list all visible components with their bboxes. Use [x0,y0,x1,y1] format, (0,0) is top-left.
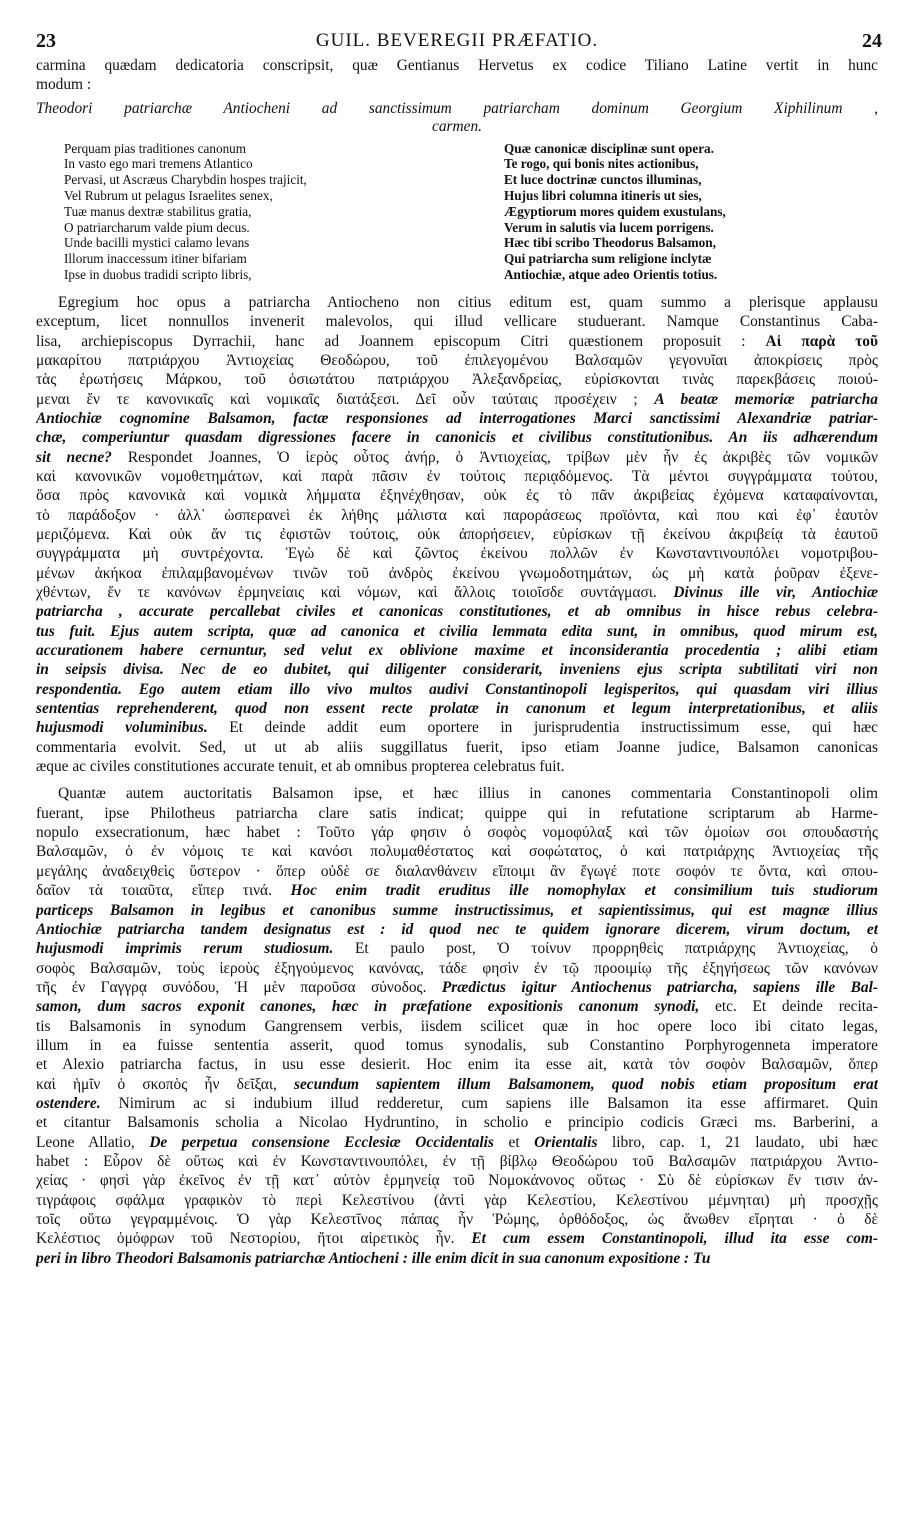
text-segment: sententias reprehenderent, quod non essent recte prolatæ in canonum et legum interpretationibus, et aliis [36,700,878,718]
text-segment: et [493,1133,535,1151]
text-line [36,757,878,776]
text-segment: χείας · φησὶ γὰρ ἐκεῖνος ἐν τῇ κατ᾽ αὐτὸν ἑρμηνείᾳ τοῦ Νομοκάνονος οὕτως · Σὺ δὲ εὑρίσκων ἔν τισιν ἀν- [36,1172,878,1190]
text-segment: libro, cap. 1, 21 laudato, ubi hæc [597,1133,878,1151]
text-line [36,997,878,1016]
text-segment: ὅσα πρὸς κανονικὰ καὶ νομικὰ λήμματα ἐξηνέχθησαν, οὐκ ἐς τὸ πᾶν ἀκριβείας ἐχόμενα καταφαίνονται, [36,487,878,505]
text-segment: in seipsis divisa. Nec de eo dubitet, qui diligenter considerarit, inveniens ejus scripta subtilitati viri non [36,661,878,679]
poem-title-line: carmen. [431,117,482,135]
text-line [36,804,878,823]
poem-right-column [476,141,878,283]
text-segment: Βαλσαμῶν, ὁ ἐν νόμοις τε καὶ κανόσι πολυμαθέστατος καὶ σοφώτατος, ὁ καὶ πατριάρχης Ἀντιοχείας τῆς [36,843,878,861]
text-segment: τὰς ἐρωτήσεις Μάρκου, τοῦ ὁσιωτάτου πατριάρχου Ἀλεξανδρείας, εὑρίσκονται τινὰς παρεκβάσεις ποιού- [36,371,878,389]
text-segment: τὸ παράδοξον · ἀλλ᾽ ὡσπερανεὶ ἐκ λήθης μάλιστα καὶ παροράσεως προϊόντα, καὶ που καὶ ἐφ᾽ ἑαυτὸν [36,506,878,524]
text-line [36,1036,878,1055]
text-line [36,486,878,505]
text-segment: etc. Et deinde recita- [699,998,878,1016]
text-segment: et Alexio patriarcha factus, in usu esse desierit. Hoc enim ita esse ait, κατὰ τὸν σοφὸν Βαλσαμῶν, ὅπερ [36,1056,878,1074]
text-line [36,978,878,997]
text-line [36,332,878,351]
text-segment: δαῖον τὰ τοιαῦτα, εἴπερ τινά. [36,882,291,900]
paragraph-1 [36,293,878,777]
text-segment: συγγράμματα μὴ συντρέχοντα. Ἐγὼ δὲ καὶ ζῶντος ἐκείνου πολλῶν ἐν Κωνσταντινουπόλει νομοτριβου- [36,545,878,563]
text-line [36,939,878,958]
text-line [36,448,878,467]
text-line [36,959,878,978]
text-line [36,1249,878,1268]
text-segment: τῆς ἐν Γαγγρᾳ συνόδου, Ἡ μὲν παροῦσα σύνοδος. [36,978,442,996]
text-segment: καὶ ἡμῖν ὁ σκοπὸς ἦν δεῖξαι, [36,1075,294,1093]
text-segment: hujusmodi voluminibus. [36,719,208,737]
poem-title [36,99,878,135]
text-segment: μένων ἀκήκοα ἐπιλαμβανομένων τινῶν τοῦ ἀνδρὸς ἐκείνου γνωμοδοτημάτων, ὡς μὴ κατὰ ῥοῦραν ἐξενε- [36,564,878,582]
text-segment: chæ, comperiuntur quasdam digressiones facere in canonicis et civilibus constitutionibus. An iis adhærendum [36,429,878,447]
text-segment: secundum sapientem illum Balsamonem, quod nobis etiam propositum erat [293,1075,878,1093]
text-segment: Nimirum ac si indubium illud redderetur, cum sapiens ille Balsamon ita esse affirmaret. Quin [100,1094,878,1112]
book-page [36,30,882,1268]
poem-line: Verum in salutis via lucem porrigens. [504,219,714,235]
text-line [36,862,878,881]
text-segment: fuerant, ipse Philotheus patriarcha clare satis indicat; quippe qui in refutatione scriptarum ab Harme- [36,804,878,822]
running-title: GUIL. BEVEREGII PRÆFATIO. [315,30,599,51]
text-segment: De perpetua consensione Ecclesiæ Occidentalis [149,1133,494,1151]
text-segment: particeps Balsamon in legibus et canonibus summe instructissimus, et sapientissimus, qui est magnæ illius [36,901,878,919]
text-line [36,660,878,679]
text-segment: μεναι ἔν τε κανονικαῖς καὶ νομικαῖς διατάξεσι. Δεῖ οὖν ταύταις προσέχειν ; [36,390,655,408]
text-segment: Hoc enim tradit eruditus ille nomophylax et consimilium tuis studiorum [290,882,878,900]
text-segment: respondentia. Ego autem etiam illo vivo multos audivi Constantinopoli legisperitos, qui quasdam viri illius [36,680,878,698]
text-line [36,1133,878,1152]
text-segment: Egregium hoc opus a patriarcha Antiocheno non citius editum est, quam summo a plerisque applausu [58,293,878,311]
text-line [36,293,878,312]
text-line [36,920,878,939]
text-line [36,390,878,409]
poem-line: Et luce doctrinæ cunctos illuminas, [504,172,702,188]
poem-line: Antiochiæ, atque adeo Orientis totius. [504,267,718,283]
text-line [36,1191,878,1210]
text-line [36,1152,878,1171]
text-line [36,409,878,428]
poem-title-line: Theodori patriarchæ Antiocheni ad sanctissimum patriarcham dominum Georgium Xiphilinum , [36,99,878,117]
text-segment: Κελέστιος ὁμόφρων τοῦ Νεστορίου, ἤτοι αἱρετικὸς ἦν. [36,1230,472,1248]
text-segment: τιγράφοις σφάλμα γραφικὸν τὸ περὶ Κελεστίνου (ἀντὶ γὰρ Κελεστίου, Κελεστίνου μέμνηται) μὴ προσχῇς [36,1191,878,1209]
text-line [36,467,878,486]
text-segment: A beatæ memoriæ patriarcha [654,390,878,408]
text-segment: ostendere. [36,1094,101,1112]
running-header [36,30,882,56]
text-line [36,583,878,602]
text-segment: illum in ea fuisse sententia asserit, quod tomus synodalis, sub Constantino Porphyrogenneta imperatore [36,1036,878,1054]
poem-line: Te rogo, qui bonis nites actionibus, [504,156,699,172]
poem [36,141,878,283]
text-segment: Divinus ille vir, Antiochiæ [673,584,878,602]
text-segment: μακαρίτου πατριάρχου Ἀντιοχείας Θεοδώρου, τοῦ ἐπιλεγομένου Βαλσαμῶν γεγονυῖαι ἀποκρίσεις πρὸς [36,351,878,369]
poem-line: Vel Rubrum ut pelagus Israelites senex, [64,188,273,204]
text-line [36,641,878,660]
page-number-right: 24 [862,30,882,52]
text-segment: Antiochiæ patriarcha tandem designatus est : id quod nec te quidem ignorare dicerem, virum doctum, et [36,920,878,938]
poem-line: Quæ canonicæ disciplinæ sunt opera. [504,140,714,156]
text-line [36,1113,878,1132]
poem-line: Ægyptiorum mores quidem exustulans, [504,203,726,219]
text-line [36,823,878,842]
text-segment: Quantæ autem auctoritatis Balsamon ipse, et hæc illius in canones commentaria Constantinopoli olim [58,785,878,803]
intro-line: carmina quædam dedicatoria conscripsit, quæ Gentianus Hervetus ex codice Tiliano Latine vertit in hunc [36,57,878,74]
text-segment: καὶ κανονικῶν νομοθετημάτων, καὶ παρὰ πᾶσιν ἐν τούτοις περιᾳδόμενος. Τὰ μέντοι συγγράμματα τούτου, [36,467,878,485]
text-segment: Leone Allatio, [36,1133,150,1151]
text-segment: Respondet Joannes, Ὁ ἱερὸς οὗτος ἀνήρ, ὁ Ἀντιοχείας, τρίβων μὲν ἦν ἐς ἀκριβὲς τῶν νομικῶν [111,448,878,466]
text-line [36,506,878,525]
poem-line: Perquam pias traditiones canonum [64,140,247,156]
text-segment: tus fuit. Ejus autem scripta, quæ ad canonica et civilia lemmata edita sunt, in omnibus, quod mirum est, [36,622,878,640]
text-line [36,699,878,718]
poem-left-column [36,141,476,283]
text-segment: Antiochiæ cognomine Balsamon, factæ responsiones ad interrogationes Marci sanctissimi Alexandriæ patriar- [36,409,878,427]
text-segment: et citantur Balsamonis scholia a Nicolao Hydruntino, in scholio e principio codicis Græci ms. Barberini, a [36,1114,878,1132]
text-line [36,738,878,757]
text-line [36,1210,878,1229]
text-segment: sit necne? [36,448,112,466]
intro-line: modum : [36,76,92,94]
text-line [36,1075,878,1094]
text-segment: hujusmodi imprimis rerum studiosum. [36,940,334,958]
text-segment: accurationem habere cernuntur, sed velut ex oblivione maxime et inconsiderantia procedentia ; alibi etiam [36,642,878,660]
poem-line: Unde bacilli mystici calamo levans [64,235,250,251]
poem-line: Illorum inaccessum itiner bifariam [64,251,247,267]
text-segment: τοῖς οὕτω γεγραμμένοις. Ὁ γὰρ Κελεστῖνος πάπας ἦν Ῥώμης, ὀρθόδοξος, ὡς ἄνωθεν εἴρηται · ὁ δὲ [36,1211,878,1229]
text-line [36,784,878,803]
text-segment: Orientalis [534,1133,598,1151]
page-number-left: 23 [36,30,56,52]
text-line [36,680,878,699]
paragraph-2 [36,784,878,1268]
text-segment: patriarcha , accurate percallebat civiles et canonicas constitutiones, et ab omnibus in hisce rebus celebra- [36,603,878,621]
poem-line: O patriarcharum valde pium decus. [64,219,250,235]
text-line [36,1229,878,1248]
text-segment: lisa, archiepiscopus Dyrrachii, hanc ad Joannem episcopum Citri quæstionem proposuit : [36,332,766,350]
text-line [36,1171,878,1190]
text-line [36,602,878,621]
text-segment: σοφὸς Βαλσαμῶν, τοὺς ἱεροὺς ἐξηγούμενος κανόνας, τάδε φησὶν ἐν τῷ προοιμίῳ τῆς ἐξηγήσεως τῶν κανόνων [36,959,878,977]
text-segment: χθέντων, ἔν τε κανόνων ἑρμηνείαις καὶ νόμων, καὶ ἄλλοις τοιοῖσδε συντάγμασι. [36,584,674,602]
poem-line: In vasto ego mari tremens Atlantico [64,156,253,172]
text-segment: nopulo exsecrationum, hæc habet : Τοῦτο γάρ φησιν ὁ σοφὸς νομοφύλαξ καὶ τῶν ὁμοίων σοι σπουδαστής [36,824,878,842]
text-segment: Et cum essem Constantinopoli, illud ita esse com- [471,1230,878,1248]
text-line [36,428,878,447]
text-segment: Αἱ παρὰ τοῦ [765,332,878,350]
text-segment: Prædictus igitur Antiochenus patriarcha, sapiens ille Bal- [441,978,878,996]
text-segment: habet : Εὗρον δὲ οὕτως καὶ ἐν Κωνσταντινουπόλει, ἐν τῇ βίβλῳ Θεοδώρου τοῦ Βαλσαμῶν πατριάρχου Ἀντιο- [36,1152,878,1170]
poem-line: Tuæ manus dextræ stabilitus gratia, [64,203,252,219]
text-line [36,1017,878,1036]
text-segment: tis Balsamonis in synodum Gangrensem verbis, iisdem scilicet quæ in hoc opere loco ibi citato legas, [36,1017,878,1035]
text-line [36,901,878,920]
text-line [36,842,878,861]
text-line [36,525,878,544]
text-line [36,351,878,370]
text-segment: Et paulo post, Ὁ τοίνυν προρρηθεὶς πατριάρχης Ἀντιοχείας, ὁ [333,940,878,958]
text-line [36,312,878,331]
text-line [36,622,878,641]
text-segment: commentaria evolvit. Sed, ut ut ab aliis suggillatus fuerit, ipso etiam Joanne judice, Balsamon canonicas [36,738,878,756]
text-line [36,564,878,583]
text-segment: μεγάλης ἀναδειχθεὶς ὕστερον · ὅπερ οὐδὲ σε διαλανθάνειν εἴποιμι ἂν ἔγωγέ ποτε σοφόν τε ὄντα, καὶ σπου- [36,862,878,880]
text-segment: samon, dum sacros exponit canones, hæc in præfatione expositionis canonum synodi, [36,998,700,1016]
text-segment: Et deinde addit eum oportere in jurisprudentia instructissimum esse, qui hæc [207,719,878,737]
text-line [36,544,878,563]
text-segment: μεριζόμενα. Καὶ οὐκ ἄν τις ἐφιστῶν τούτοις, οὐκ ἀπορήσειεν, εὑρίσκων τῇ ἐκείνου ἀκριβείᾳ τὰ ἑαυτοῦ [36,525,878,543]
text-line [36,718,878,737]
poem-line: Pervasi, ut Ascræus Charybdin hospes trajicit, [64,172,307,188]
text-line [36,881,878,900]
text-line [36,1055,878,1074]
poem-line: Ipse in duobus tradidi scripto libris, [64,267,252,283]
poem-line: Qui patriarcha sum religione inclytæ [504,251,712,267]
text-line [36,1094,878,1113]
text-segment: peri in libro Theodori Balsamonis patriarchæ Antiocheni : ille enim dicit in sua canonum expositione : Tu [36,1249,711,1267]
poem-line: Hujus libri columna itineris ut sies, [504,188,702,204]
text-segment: exceptum, licet nonnullos invenerit malevolos, qui illud vellicare studuerant. Namque Constantinus Caba- [36,313,878,331]
poem-line: Hæc tibi scribo Theodorus Balsamon, [504,235,716,251]
text-line [36,370,878,389]
text-segment: æque ac civiles constitutiones accurate tenuit, et ab omnibus propterea celebratus fuit. [36,758,565,776]
